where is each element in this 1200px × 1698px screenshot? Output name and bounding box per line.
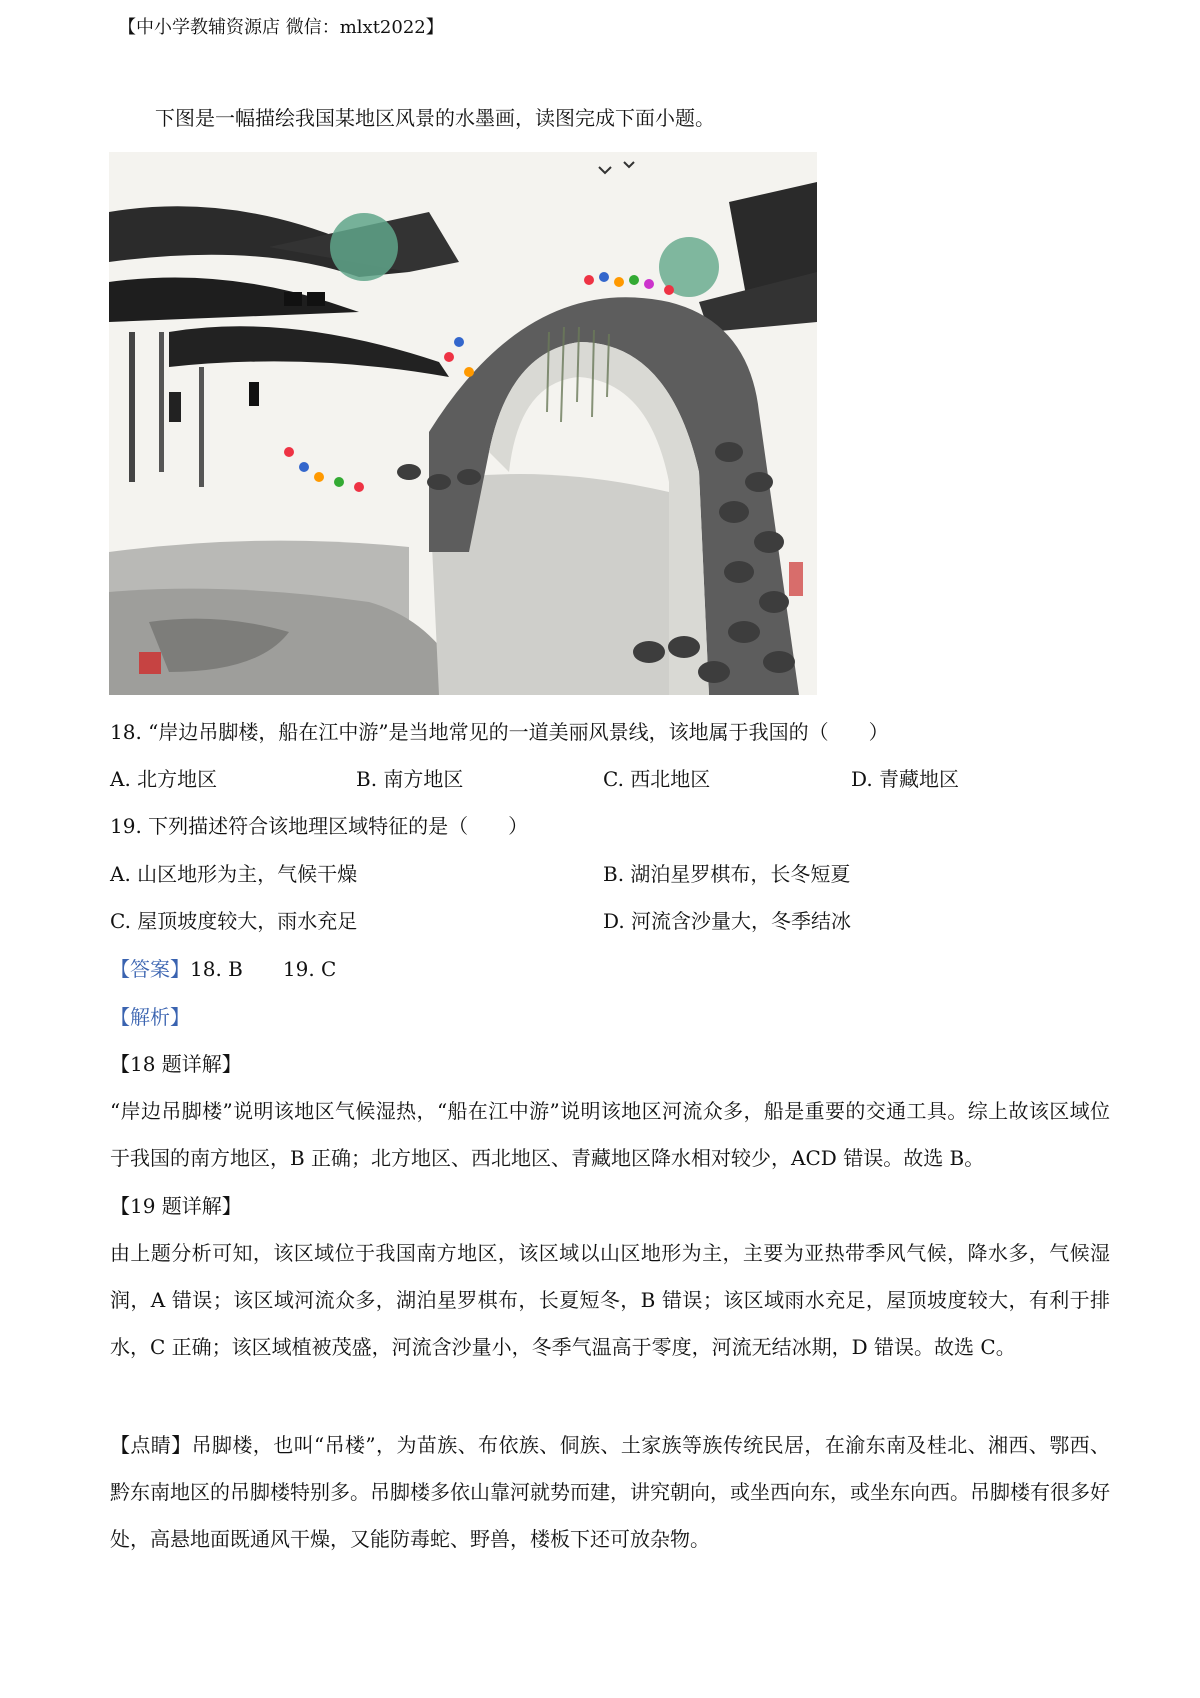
header-watermark: 【中小学教辅资源店 微信：mlxt2022】 — [118, 17, 444, 38]
ink-painting-icon — [109, 152, 817, 695]
answer-18: 18. B — [190, 957, 243, 981]
tip-text: 吊脚楼，也叫“吊楼”，为苗族、布依族、侗族、土家族等族传统民居，在渝东南及桂北、湘西、鄂西、黔东南地区的吊脚楼特别多。吊脚楼多依山靠河就势而建，讲究朝向，或坐西向东，或坐东向西。吊脚楼有很多好处，高悬地面既通风干燥，又能防毒蛇、野兽，楼板下还可放杂物。 — [110, 1433, 1111, 1551]
answer-19: 19. C — [282, 957, 337, 981]
tip-label: 【点睛】 — [110, 1433, 192, 1457]
detail18-title: 【18 题详解】 — [110, 1052, 242, 1076]
q18-option-a: A. 北方地区 — [110, 767, 218, 791]
answer-line — [110, 955, 336, 983]
detail19-title: 【19 题详解】 — [110, 1194, 242, 1218]
detail19-text: 由上题分析可知，该区域位于我国南方地区，该区域以山区地形为主，主要为亚热带季风气候，降水多，气候湿润，A 错误；该区域河流众多，湖泊星罗棋布，长夏短冬，B 错误；该区域雨水充足，屋顶坡度较大，有利于排水，C 正确；该区域植被茂盛，河流含沙量小，冬季气温高于零度，河流无结冰期，D 错误。故选 C。 — [110, 1241, 1110, 1359]
q18-option-d: D. 青藏地区 — [851, 767, 960, 791]
q19-option-b: B. 湖泊星罗棋布，长冬短夏 — [603, 862, 851, 886]
q19-stem: 19. 下列描述符合该地理区域特征的是（ ） — [110, 814, 529, 838]
answer-label: 【答案】 — [110, 957, 190, 981]
q19-option-a: A. 山区地形为主，气候干燥 — [110, 862, 358, 886]
tip-paragraph — [110, 1422, 1110, 1563]
intro-text: 下图是一幅描绘我国某地区风景的水墨画，读图完成下面小题。 — [155, 106, 715, 130]
q19-option-d: D. 河流含沙量大，冬季结冰 — [603, 909, 852, 933]
q18-option-b: B. 南方地区 — [356, 767, 464, 791]
q19-option-c: C. 屋顶坡度较大，雨水充足 — [110, 909, 358, 933]
q18-option-c: C. 西北地区 — [603, 767, 711, 791]
detail18-text: “岸边吊脚楼”说明该地区气候湿热，“船在江中游”说明该地区河流众多，船是重要的交通工具。综上故该区域位于我国的南方地区，B 正确；北方地区、西北地区、青藏地区降水相对较少，ACD 错误。故选 B。 — [110, 1099, 1110, 1170]
q18-stem: 18. “岸边吊脚楼，船在江中游”是当地常见的一道美丽风景线，该地属于我国的（ ） — [110, 720, 889, 744]
ink-painting-image — [109, 152, 817, 695]
analysis-label: 【解析】 — [110, 1005, 190, 1029]
